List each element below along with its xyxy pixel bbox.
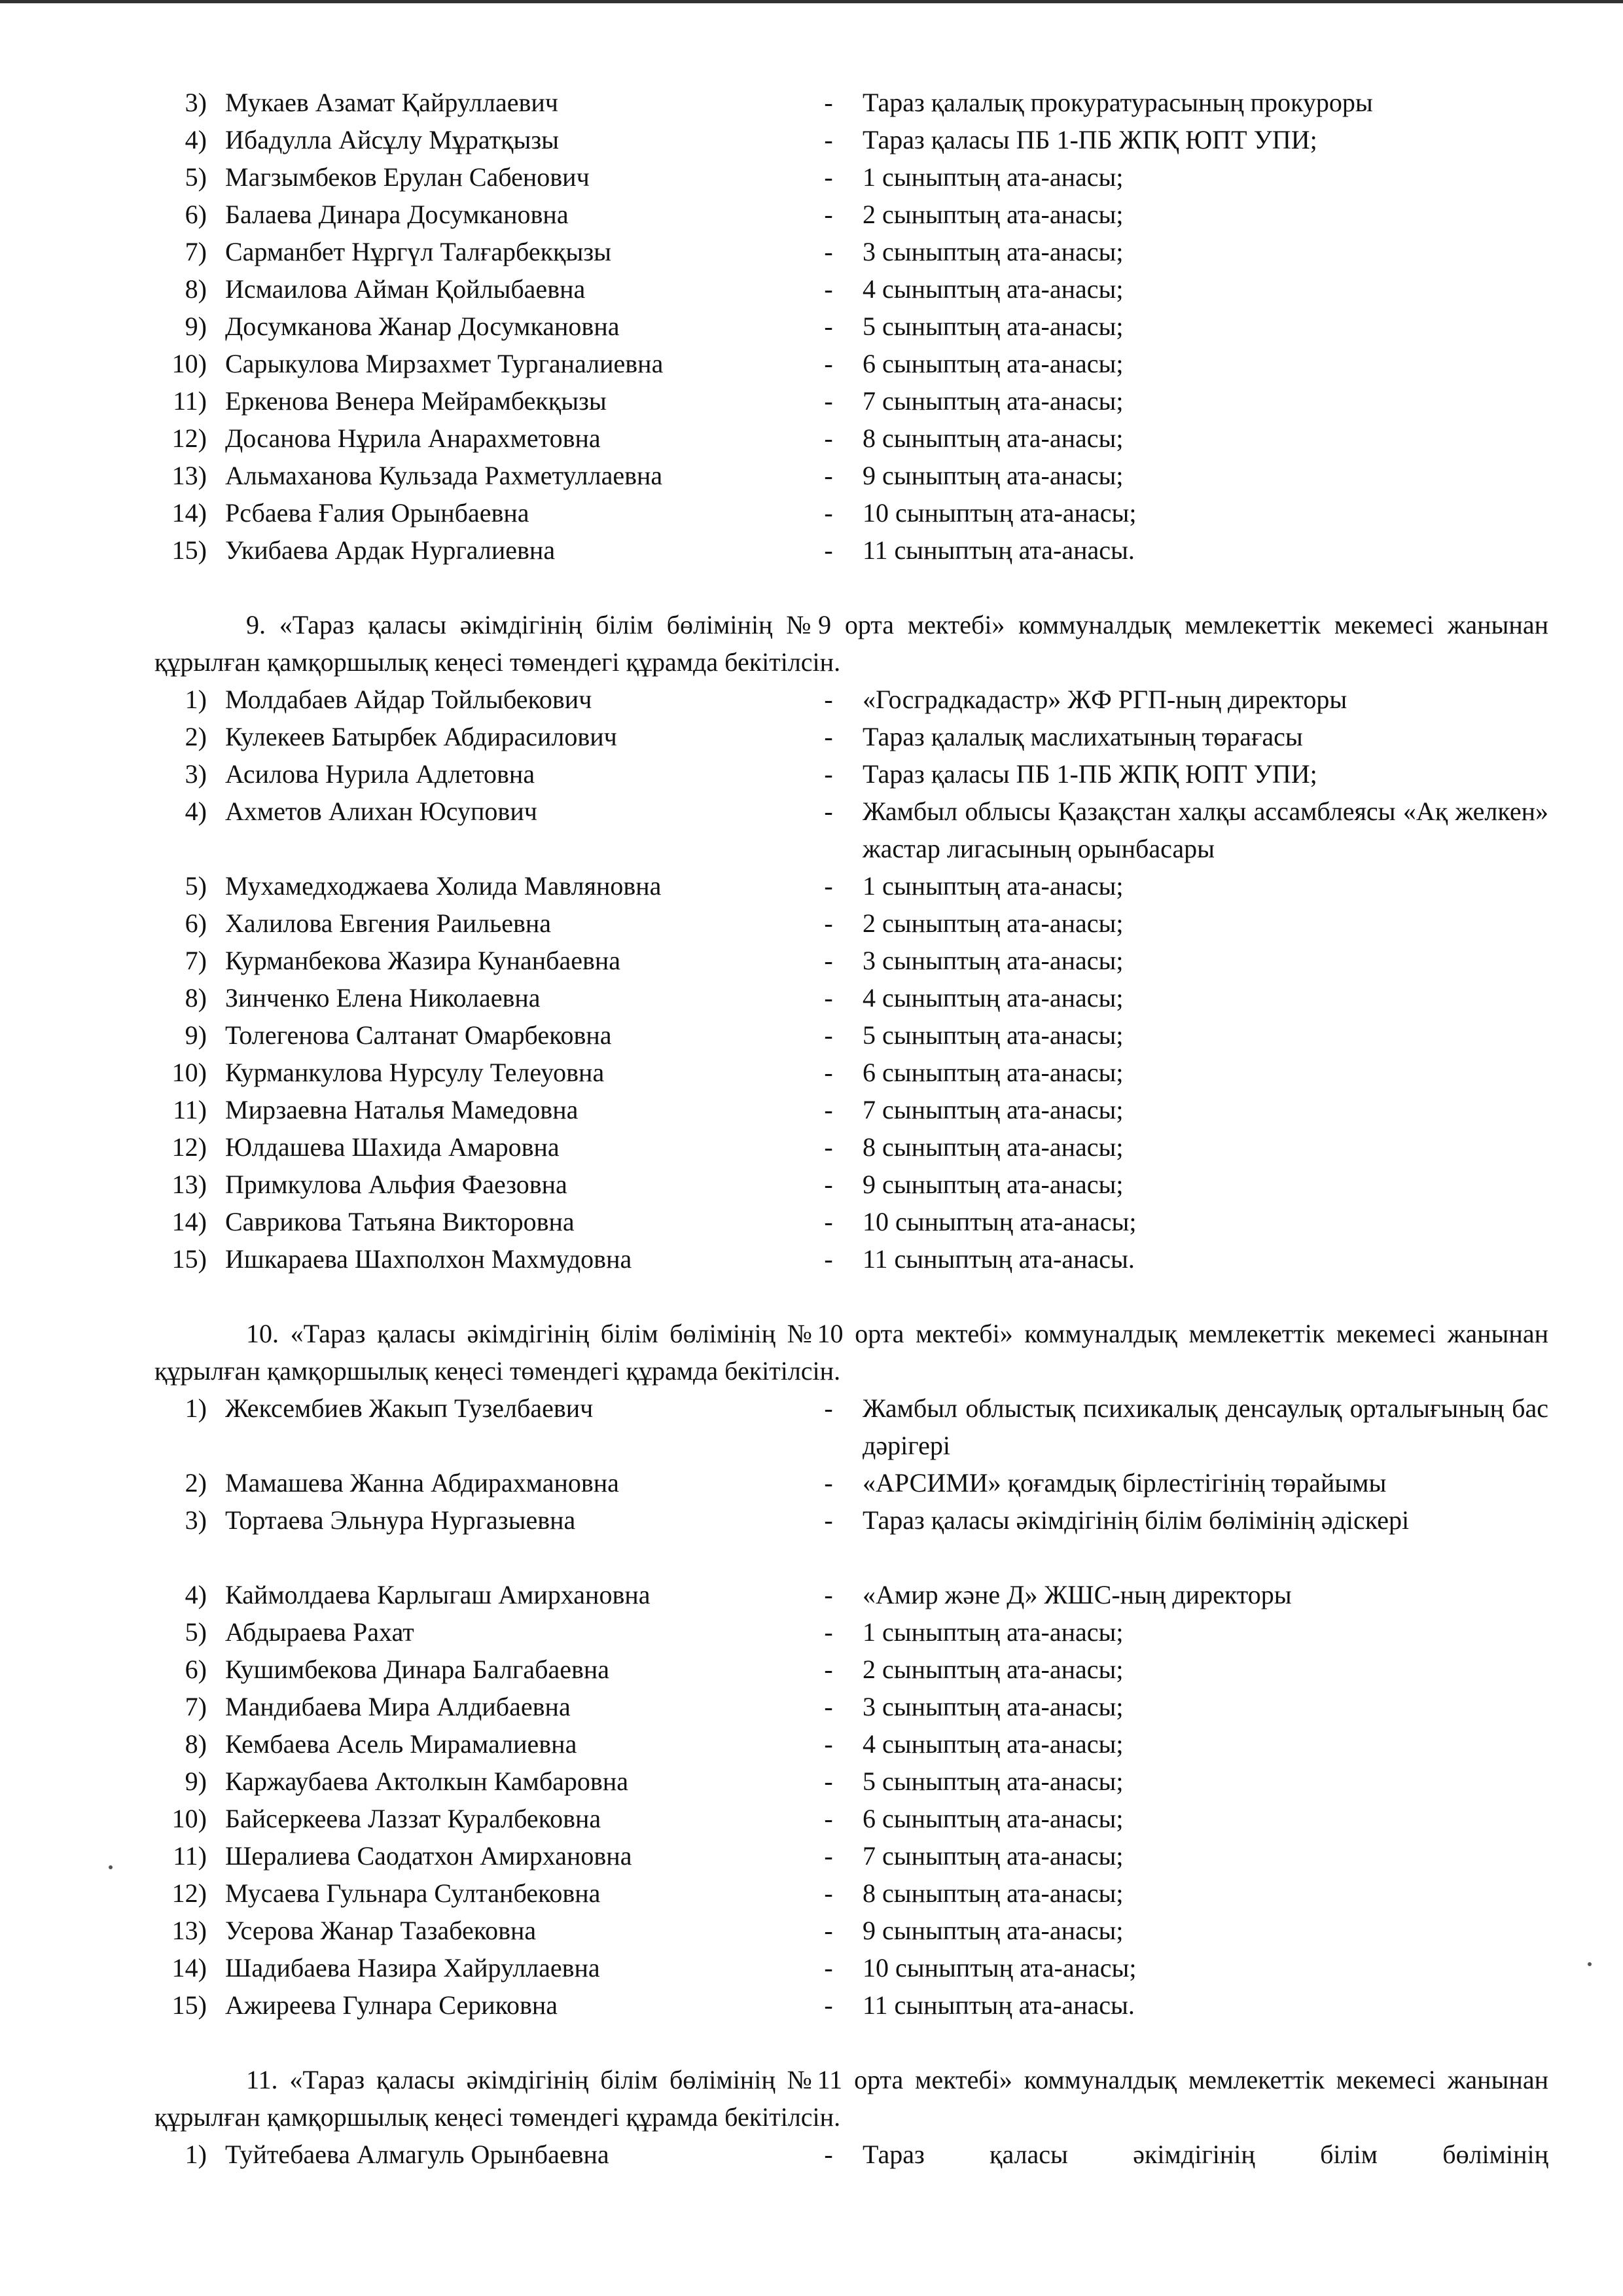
member-number: 15) [171, 1244, 207, 1274]
member-number: 14) [171, 1207, 207, 1236]
member-name: Сарманбет Нұргүл Талғарбекқызы [225, 237, 611, 266]
member-role: 3 сыныптың ата-анасы; [863, 237, 1124, 266]
member-number: 12) [171, 1132, 207, 1162]
member-role: 11 сыныптың ата-анасы. [863, 535, 1135, 565]
member-row [154, 270, 1548, 308]
member-number: 5) [185, 1617, 207, 1647]
dash: - [824, 1058, 833, 1087]
dash: - [824, 983, 833, 1013]
member-name: Молдабаев Айдар Тойлыбекович [225, 685, 592, 714]
member-number: 13) [171, 1916, 207, 1945]
member-row [154, 1763, 1548, 1800]
dash: - [824, 461, 833, 490]
member-name: Асилова Нурила Адлетовна [225, 759, 535, 789]
member-row [154, 1986, 1548, 2024]
member-number: 5) [185, 871, 207, 901]
section-10-heading: 10. «Тараз қаласы әкімдігінің білім бөлімінің №10 орта мектебі» коммуналдық мемлекеттік мекемесі жанынан құрылған қамқоршылық кеңесі төмендегі құрамда бекітілсін. [154, 1319, 1548, 1386]
member-name: Байсеркеева Лаззат Куралбековна [225, 1804, 601, 1833]
member-name: Магзымбеков Ерулан Сабенович [225, 162, 590, 192]
member-name: Каймолдаева Карлыгаш Амирхановна [225, 1580, 651, 1609]
dash: - [824, 871, 833, 901]
member-number: 8) [185, 274, 207, 304]
member-row [154, 1800, 1548, 1837]
dash: - [824, 274, 833, 304]
member-number: 3) [185, 1505, 207, 1535]
dash: - [824, 535, 833, 565]
dash: - [824, 1095, 833, 1124]
dash: - [824, 1393, 833, 1423]
member-row [154, 718, 1548, 755]
member-role: «Госградкадастр» ЖФ РГП-ның директоры [863, 685, 1347, 714]
member-row [154, 1949, 1548, 1986]
member-role: 6 сыныптың ата-анасы; [863, 349, 1124, 378]
member-role: 11 сыныптың ата-анасы. [863, 1990, 1135, 2020]
member-name: Исмаилова Айман Қойлыбаевна [225, 274, 586, 304]
dash: - [824, 349, 833, 378]
member-row [154, 1128, 1548, 1166]
dash: - [824, 1655, 833, 1684]
member-number: 1) [185, 2140, 207, 2169]
member-number: 4) [185, 125, 207, 154]
member-number: 13) [171, 1170, 207, 1199]
member-row [154, 1464, 1548, 1501]
member-row [154, 1874, 1548, 1912]
member-number: 14) [171, 1953, 207, 1982]
dash: - [824, 1020, 833, 1050]
member-number: 4) [185, 797, 207, 826]
member-number: 8) [185, 983, 207, 1013]
dash: - [824, 2140, 833, 2169]
member-role: 8 сыныптың ата-анасы; [863, 1878, 1124, 1908]
member-role: 7 сыныптың ата-анасы; [863, 1841, 1124, 1871]
section-9-heading: 9. «Тараз қаласы әкімдігінің білім бөлімінің №9 орта мектебі» коммуналдық мемлекеттік мекемесі жанынан құрылған қамқоршылық кеңесі төмендегі құрамда бекітілсін. [154, 610, 1548, 677]
member-name: Ибадулла Айсұлу Мұратқызы [225, 125, 560, 154]
member-number: 14) [171, 498, 207, 528]
dash: - [824, 1767, 833, 1796]
member-role: 6 сыныптың ата-анасы; [863, 1058, 1124, 1087]
member-role: Тараз қаласы әкімдігінің білім бөлімінің [863, 2140, 1548, 2169]
member-number: 10) [171, 349, 207, 378]
member-row [154, 1613, 1548, 1651]
member-number: 15) [171, 1990, 207, 2020]
member-name: Мухамедходжаева Холида Мавляновна [225, 871, 662, 901]
member-number: 11) [173, 1095, 207, 1124]
member-row [154, 2136, 1548, 2173]
member-row [154, 345, 1548, 382]
dash: - [824, 1580, 833, 1609]
member-row [154, 420, 1548, 457]
dash: - [824, 685, 833, 714]
member-row [154, 1725, 1548, 1763]
member-row [154, 942, 1548, 979]
member-name: Мандибаева Мира Алдибаевна [225, 1692, 571, 1721]
member-role: 9 сыныптың ата-анасы; [863, 1916, 1124, 1945]
member-row [154, 382, 1548, 420]
dash: - [824, 386, 833, 416]
dash: - [824, 1505, 833, 1535]
member-name: Досумканова Жанар Досумкановна [225, 312, 620, 341]
member-row [154, 681, 1548, 718]
member-number: 7) [185, 946, 207, 975]
member-row [154, 1203, 1548, 1240]
dash: - [824, 1132, 833, 1162]
member-row [154, 1016, 1548, 1054]
scan-speck [109, 1865, 113, 1869]
member-name: Шералиева Саодатхон Амирхановна [225, 1841, 632, 1871]
member-row [154, 905, 1548, 942]
member-role: 2 сыныптың ата-анасы; [863, 908, 1124, 938]
member-name: Каржаубаева Актолкын Камбаровна [225, 1767, 628, 1796]
dash: - [824, 759, 833, 789]
section-11-heading: 11. «Тараз қаласы әкімдігінің білім бөлімінің №11 орта мектебі» коммуналдық мемлекеттік мекемесі жанынан құрылған қамқоршылық кеңесі төмендегі құрамда бекітілсін. [154, 2065, 1548, 2132]
member-number: 11) [173, 1841, 207, 1871]
member-list-section-11 [154, 2136, 1548, 2173]
member-role: 7 сыныптың ата-анасы; [863, 386, 1124, 416]
member-row [154, 1091, 1548, 1128]
member-role: 1 сыныптың ата-анасы; [863, 162, 1124, 192]
member-role: 9 сыныптың ата-анасы; [863, 1170, 1124, 1199]
member-row [154, 308, 1548, 345]
member-role: Тараз қаласы ПБ 1-ПБ ЖПҚ ЮПТ УПИ; [863, 125, 1317, 154]
member-number: 1) [185, 685, 207, 714]
member-name: Халилова Евгения Раильевна [225, 908, 552, 938]
member-role: 2 сыныптың ата-анасы; [863, 200, 1124, 229]
member-number: 6) [185, 1655, 207, 1684]
member-role: 9 сыныптың ата-анасы; [863, 461, 1124, 490]
dash: - [824, 1692, 833, 1721]
member-row [154, 1240, 1548, 1278]
dash: - [824, 1916, 833, 1945]
member-role: «АРСИМИ» қоғамдық бірлестігінің төрайымы [863, 1468, 1387, 1498]
dash: - [824, 1244, 833, 1274]
member-row [154, 979, 1548, 1016]
member-row [154, 84, 1548, 121]
member-role: 6 сыныптың ата-анасы; [863, 1804, 1124, 1833]
member-name: Курманбекова Жазира Кунанбаевна [225, 946, 621, 975]
member-row [154, 233, 1548, 270]
member-name: Мамашева Жанна Абдирахмановна [225, 1468, 619, 1498]
member-row [154, 1837, 1548, 1874]
member-name: Укибаева Ардак Нургалиевна [225, 535, 556, 565]
member-name: Зинченко Елена Николаевна [225, 983, 541, 1013]
member-role: 8 сыныптың ата-анасы; [863, 423, 1124, 453]
member-name: Тортаева Эльнура Нургазыевна [225, 1505, 576, 1535]
dash: - [824, 1468, 833, 1498]
member-list-section-8 [154, 84, 1548, 569]
member-role: Тараз қалалық маслихатының төрағасы [863, 722, 1303, 751]
member-row [154, 1576, 1548, 1613]
member-number: 13) [171, 461, 207, 490]
member-role: 1 сыныптың ата-анасы; [863, 871, 1124, 901]
member-number: 2) [185, 1468, 207, 1498]
member-name: Ахметов Алихан Юсупович [225, 797, 537, 826]
member-name: Досанова Нұрила Анарахметовна [225, 423, 601, 453]
member-name: Туйтебаева Алмагуль Орынбаевна [225, 2140, 609, 2169]
dash: - [824, 237, 833, 266]
member-row [154, 867, 1548, 905]
dash: - [824, 1990, 833, 2020]
dash: - [824, 88, 833, 117]
member-role: Тараз қаласы ПБ 1-ПБ ЖПҚ ЮПТ УПИ; [863, 759, 1317, 789]
member-role: 10 сыныптың ата-анасы; [863, 1953, 1137, 1982]
member-row [154, 121, 1548, 158]
member-name: Мусаева Гульнара Султанбековна [225, 1878, 601, 1908]
member-number: 3) [185, 88, 207, 117]
member-row [154, 1651, 1548, 1688]
dash: - [824, 498, 833, 528]
member-number: 2) [185, 722, 207, 751]
member-role: 5 сыныптың ата-анасы; [863, 1767, 1124, 1796]
member-role: Тараз қалалық прокуратурасының прокуроры [863, 88, 1373, 117]
member-role: 3 сыныптың ата-анасы; [863, 946, 1124, 975]
member-role: 10 сыныптың ата-анасы; [863, 1207, 1137, 1236]
scan-top-edge [0, 0, 1623, 3]
member-role: 3 сыныптың ата-анасы; [863, 1692, 1124, 1721]
member-name: Рсбаева Ғалия Орынбаевна [225, 498, 529, 528]
member-role: 8 сыныптың ата-анасы; [863, 1132, 1124, 1162]
dash: - [824, 1729, 833, 1759]
dash: - [824, 162, 833, 192]
member-number: 9) [185, 1767, 207, 1796]
member-role: 4 сыныптың ата-анасы; [863, 1729, 1124, 1759]
member-row [154, 793, 1548, 867]
dash: - [824, 200, 833, 229]
member-name: Саврикова Татьяна Викторовна [225, 1207, 575, 1236]
member-number: 1) [185, 1393, 207, 1423]
member-list-section-10 [154, 1390, 1548, 2024]
member-number: 7) [185, 1692, 207, 1721]
document-page [154, 84, 1548, 2173]
dash: - [824, 125, 833, 154]
dash: - [824, 946, 833, 975]
member-row [154, 494, 1548, 531]
member-number: 9) [185, 312, 207, 341]
member-number: 8) [185, 1729, 207, 1759]
member-name: Толегенова Салтанат Омарбековна [225, 1020, 612, 1050]
member-number: 11) [173, 386, 207, 416]
dash: - [824, 908, 833, 938]
member-role: 2 сыныптың ата-анасы; [863, 1655, 1124, 1684]
member-name: Юлдашева Шахида Амаровна [225, 1132, 560, 1162]
member-name: Еркенова Венера Мейрамбекқызы [225, 386, 607, 416]
member-number: 6) [185, 908, 207, 938]
dash: - [824, 1207, 833, 1236]
member-row [154, 196, 1548, 233]
member-number: 6) [185, 200, 207, 229]
member-number: 15) [171, 535, 207, 565]
member-name: Жексембиев Жакып Тузелбаевич [225, 1393, 594, 1423]
member-number: 10) [171, 1058, 207, 1087]
member-name: Абдыраева Рахат [225, 1617, 414, 1647]
member-number: 12) [171, 1878, 207, 1908]
member-role: Жамбыл облысы Қазақстан халқы ассамблеясы «Ақ желкен» жастар лигасының орынбасары [863, 797, 1548, 863]
member-number: 9) [185, 1020, 207, 1050]
member-name: Кембаева Асель Мирамалиевна [225, 1729, 577, 1759]
dash: - [824, 1617, 833, 1647]
member-row [154, 531, 1548, 569]
dash: - [824, 1170, 833, 1199]
member-number: 10) [171, 1804, 207, 1833]
member-role: «Амир және Д» ЖШС-ның директоры [863, 1580, 1292, 1609]
dash: - [824, 722, 833, 751]
member-name: Сарыкулова Мирзахмет Турганалиевна [225, 349, 664, 378]
dash: - [824, 797, 833, 826]
member-number: 4) [185, 1580, 207, 1609]
member-list-section-9 [154, 681, 1548, 1278]
member-row [154, 1054, 1548, 1091]
member-name: Ажиреева Гулнара Сериковна [225, 1990, 558, 2020]
member-number: 5) [185, 162, 207, 192]
member-role: 10 сыныптың ата-анасы; [863, 498, 1137, 528]
member-row [154, 1688, 1548, 1725]
dash: - [824, 1953, 833, 1982]
member-role: 1 сыныптың ата-анасы; [863, 1617, 1124, 1647]
member-row [154, 1912, 1548, 1949]
member-role: Жамбыл облыстық психикалық денсаулық орталығының бас дәрігері [863, 1393, 1548, 1460]
member-row [154, 158, 1548, 196]
member-name: Мукаев Азамат Қайруллаевич [225, 88, 558, 117]
member-row [154, 1166, 1548, 1203]
member-row [154, 1501, 1548, 1576]
dash: - [824, 423, 833, 453]
member-name: Мирзаевна Наталья Мамедовна [225, 1095, 579, 1124]
member-name: Примкулова Альфия Фаезовна [225, 1170, 567, 1199]
member-role: Тараз қаласы әкімдігінің білім бөлімінің әдіскері [863, 1505, 1410, 1535]
dash: - [824, 1841, 833, 1871]
dash: - [824, 312, 833, 341]
member-name: Балаева Динара Досумкановна [225, 200, 569, 229]
member-name: Шадибаева Назира Хайруллаевна [225, 1953, 600, 1982]
member-name: Курманкулова Нурсулу Телеуовна [225, 1058, 605, 1087]
member-row [154, 1390, 1548, 1464]
member-name: Усерова Жанар Тазабековна [225, 1916, 537, 1945]
member-number: 12) [171, 423, 207, 453]
member-name: Альмаханова Кульзада Рахметуллаевна [225, 461, 663, 490]
member-name: Кушимбекова Динара Балгабаевна [225, 1655, 609, 1684]
member-name: Ишкараева Шахполхон Махмудовна [225, 1244, 632, 1274]
member-row [154, 457, 1548, 494]
dash: - [824, 1804, 833, 1833]
member-role: 11 сыныптың ата-анасы. [863, 1244, 1135, 1274]
member-role: 4 сыныптың ата-анасы; [863, 274, 1124, 304]
member-number: 3) [185, 759, 207, 789]
dash: - [824, 1878, 833, 1908]
member-row [154, 755, 1548, 793]
member-number: 7) [185, 237, 207, 266]
member-role: 4 сыныптың ата-анасы; [863, 983, 1124, 1013]
member-role: 5 сыныптың ата-анасы; [863, 312, 1124, 341]
member-role: 5 сыныптың ата-анасы; [863, 1020, 1124, 1050]
member-name: Кулекеев Батырбек Абдирасилович [225, 722, 617, 751]
member-role: 7 сыныптың ата-анасы; [863, 1095, 1124, 1124]
scan-speck [1588, 1962, 1592, 1966]
